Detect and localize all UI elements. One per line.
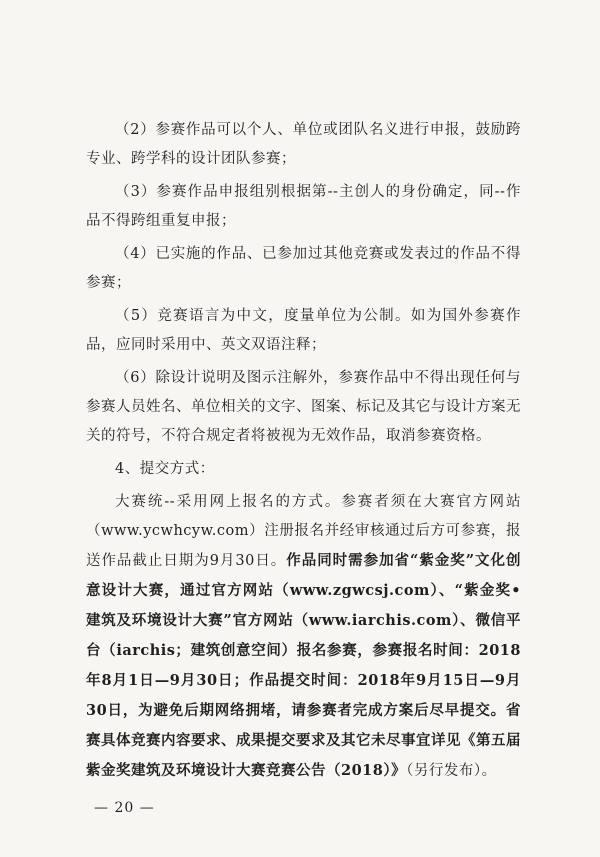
paragraph-item-2: （2）参赛作品可以个人、单位或团队名义进行申报，鼓励跨专业、跨学科的设计团队参赛；	[86, 122, 521, 167]
paragraph-item-4: （4）已实施的作品、已参加过其他竞赛或发表过的作品不得参赛；	[86, 246, 521, 291]
paragraph-item-5: （5）竞赛语言为中文，度量单位为公制。如为国外参赛作品，应同时采用中、英文双语注释；	[86, 308, 521, 353]
page-number: — 20 —	[94, 800, 155, 816]
submission-provincial-details: 作品同时需参加省“紫金奖”文化创意设计大赛，通过官方网站（www.zgwcsj.com）、“紫金奖•建筑及环境设计大赛”官方网站（www.iarchis.com）、微信平台（iarchis；建筑创意空间）报名参赛，参赛报名时间：2018年8月1日—9月30日；作品提交时间：2018年9月15日—9月30日，为避免后期网络拥堵，请参赛者完成方案后尽早提交。省赛具体竞赛内容要求、成果提交要求及其它未尽事宜详见《第五届紫金奖建筑及环境设计大赛竞赛公告（2018）》	[86, 552, 521, 779]
paragraph-item-6: （6）除设计说明及图示注解外，参赛作品中不得出现任何与参赛人员姓名、单位相关的文字、图案、标记及其它与设计方案无关的符号，不符合规定者将被视为无效作品，取消参赛资格。	[86, 370, 521, 444]
page-body	[86, 116, 521, 786]
paragraph-item-3: （3）参赛作品申报组别根据第--主创人的身份确定，同--作品不得跨组重复申报；	[86, 184, 521, 229]
submission-tail: （另行发布）。	[406, 763, 497, 779]
submission-paragraph	[86, 488, 521, 786]
section-heading-submission: 4、提交方式：	[115, 461, 215, 477]
submission-intro: 大赛统--采用网上报名的方式。参赛者须在大赛官方网站（www.ycwhcyw.com）注册报名并经审核通过后方可参赛，报送作品截止日期为9月30日。	[86, 494, 521, 569]
